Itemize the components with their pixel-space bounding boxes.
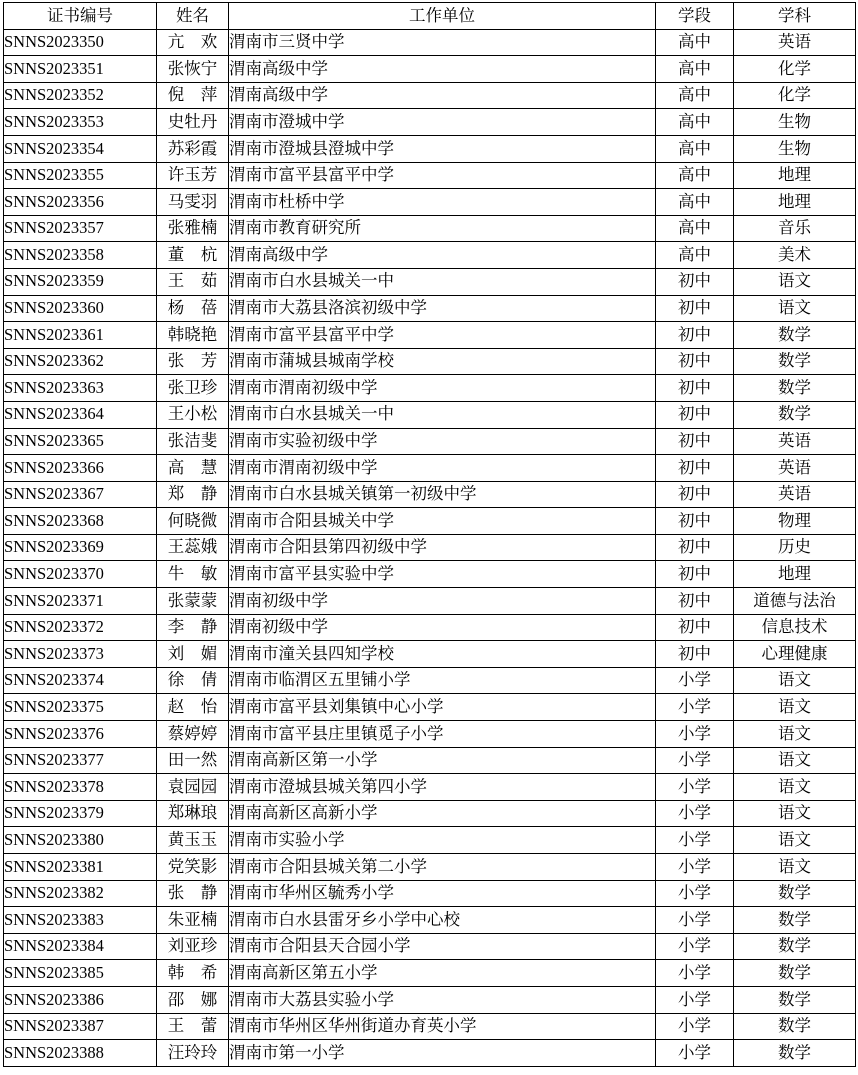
certificate-id-cell: SNNS2023376 [4,721,157,748]
school-level-cell: 小学 [656,774,734,801]
table-body [4,29,856,1066]
certificate-id-cell: SNNS2023375 [4,694,157,721]
subject-cell: 数学 [734,986,856,1013]
certificate-id-cell: SNNS2023381 [4,854,157,881]
table-row [4,428,856,455]
work-unit-cell: 渭南高新区高新小学 [229,800,656,827]
certificate-id-cell: SNNS2023352 [4,82,157,109]
certificate-id-cell: SNNS2023372 [4,614,157,641]
certificate-id-cell: SNNS2023367 [4,481,157,508]
table-row [4,534,856,561]
certificate-id-cell: SNNS2023366 [4,455,157,482]
subject-cell: 美术 [734,242,856,269]
work-unit-cell: 渭南高新区第一小学 [229,747,656,774]
school-level-cell: 初中 [656,375,734,402]
certificate-id-cell: SNNS2023359 [4,268,157,295]
table-row [4,854,856,881]
certificate-id-cell: SNNS2023365 [4,428,157,455]
subject-cell: 英语 [734,481,856,508]
school-level-cell: 初中 [656,508,734,535]
subject-cell: 物理 [734,508,856,535]
work-unit-cell: 渭南市富平县富平中学 [229,162,656,189]
subject-cell: 数学 [734,322,856,349]
header-work-unit: 工作单位 [229,3,656,30]
table-row [4,348,856,375]
work-unit-cell: 渭南高级中学 [229,82,656,109]
table-row [4,986,856,1013]
certificate-id-cell: SNNS2023379 [4,800,157,827]
school-level-cell: 初中 [656,455,734,482]
school-level-cell: 小学 [656,667,734,694]
name-cell: 刘亚珍 [157,933,229,960]
header-name: 姓名 [157,3,229,30]
school-level-cell: 初中 [656,322,734,349]
certificate-id-cell: SNNS2023371 [4,588,157,615]
header-school-level: 学段 [656,3,734,30]
table-row [4,561,856,588]
certificate-id-cell: SNNS2023362 [4,348,157,375]
table-row [4,827,856,854]
table-row [4,322,856,349]
certificate-id-cell: SNNS2023361 [4,322,157,349]
work-unit-cell: 渭南市合阳县天合园小学 [229,933,656,960]
name-cell: 田一然 [157,747,229,774]
school-level-cell: 高中 [656,162,734,189]
work-unit-cell: 渭南市澄城中学 [229,109,656,136]
certificate-id-cell: SNNS2023350 [4,29,157,56]
subject-cell: 心理健康 [734,641,856,668]
certificate-id-cell: SNNS2023369 [4,534,157,561]
name-cell: 党笑影 [157,854,229,881]
work-unit-cell: 渭南市合阳县第四初级中学 [229,534,656,561]
name-cell: 赵 怡 [157,694,229,721]
subject-cell: 语文 [734,854,856,881]
header-subject: 学科 [734,3,856,30]
subject-cell: 生物 [734,135,856,162]
certificate-id-cell: SNNS2023357 [4,215,157,242]
work-unit-cell: 渭南市白水县雷牙乡小学中心校 [229,907,656,934]
name-cell: 张 静 [157,880,229,907]
work-unit-cell: 渭南市合阳县城关第二小学 [229,854,656,881]
subject-cell: 化学 [734,56,856,83]
name-cell: 韩 希 [157,960,229,987]
table-row [4,694,856,721]
school-level-cell: 初中 [656,401,734,428]
subject-cell: 地理 [734,189,856,216]
name-cell: 高 慧 [157,455,229,482]
work-unit-cell: 渭南高级中学 [229,242,656,269]
work-unit-cell: 渭南市富平县刘集镇中心小学 [229,694,656,721]
school-level-cell: 高中 [656,135,734,162]
table-row [4,880,856,907]
subject-cell: 语文 [734,774,856,801]
school-level-cell: 初中 [656,614,734,641]
subject-cell: 数学 [734,1040,856,1067]
certificate-id-cell: SNNS2023384 [4,933,157,960]
work-unit-cell: 渭南市澄城县澄城中学 [229,135,656,162]
name-cell: 韩晓艳 [157,322,229,349]
certificate-id-cell: SNNS2023360 [4,295,157,322]
name-cell: 王 茹 [157,268,229,295]
school-level-cell: 初中 [656,268,734,295]
subject-cell: 数学 [734,348,856,375]
work-unit-cell: 渭南市华州区毓秀小学 [229,880,656,907]
table-row [4,401,856,428]
certificate-id-cell: SNNS2023383 [4,907,157,934]
school-level-cell: 小学 [656,960,734,987]
table-row [4,641,856,668]
work-unit-cell: 渭南市华州区华州街道办育英小学 [229,1013,656,1040]
name-cell: 朱亚楠 [157,907,229,934]
certificate-id-cell: SNNS2023351 [4,56,157,83]
school-level-cell: 高中 [656,109,734,136]
school-level-cell: 小学 [656,933,734,960]
name-cell: 蔡婷婷 [157,721,229,748]
certificate-id-cell: SNNS2023363 [4,375,157,402]
certificate-id-cell: SNNS2023356 [4,189,157,216]
work-unit-cell: 渭南市白水县城关一中 [229,401,656,428]
school-level-cell: 初中 [656,295,734,322]
table-row [4,508,856,535]
school-level-cell: 小学 [656,986,734,1013]
subject-cell: 道德与法治 [734,588,856,615]
school-level-cell: 小学 [656,1040,734,1067]
subject-cell: 英语 [734,428,856,455]
work-unit-cell: 渭南市实验小学 [229,827,656,854]
subject-cell: 语文 [734,721,856,748]
certificate-id-cell: SNNS2023373 [4,641,157,668]
table-row [4,295,856,322]
work-unit-cell: 渭南市蒲城县城南学校 [229,348,656,375]
certificate-id-cell: SNNS2023380 [4,827,157,854]
table-row [4,1013,856,1040]
school-level-cell: 初中 [656,481,734,508]
school-level-cell: 小学 [656,1013,734,1040]
subject-cell: 语文 [734,747,856,774]
subject-cell: 英语 [734,29,856,56]
subject-cell: 数学 [734,401,856,428]
subject-cell: 数学 [734,1013,856,1040]
table-row [4,455,856,482]
name-cell: 董 杭 [157,242,229,269]
subject-cell: 信息技术 [734,614,856,641]
name-cell: 黄玉玉 [157,827,229,854]
name-cell: 何晓微 [157,508,229,535]
table-row [4,960,856,987]
table-header [4,3,856,30]
subject-cell: 数学 [734,880,856,907]
work-unit-cell: 渭南市临渭区五里铺小学 [229,667,656,694]
subject-cell: 化学 [734,82,856,109]
name-cell: 苏彩霞 [157,135,229,162]
table-row [4,614,856,641]
subject-cell: 地理 [734,561,856,588]
subject-cell: 生物 [734,109,856,136]
school-level-cell: 高中 [656,56,734,83]
school-level-cell: 高中 [656,189,734,216]
table-row [4,375,856,402]
subject-cell: 地理 [734,162,856,189]
table-row [4,268,856,295]
school-level-cell: 小学 [656,827,734,854]
school-level-cell: 初中 [656,641,734,668]
table-row [4,747,856,774]
name-cell: 徐 倩 [157,667,229,694]
certificate-id-cell: SNNS2023355 [4,162,157,189]
name-cell: 亢 欢 [157,29,229,56]
table-row [4,933,856,960]
certificate-id-cell: SNNS2023364 [4,401,157,428]
name-cell: 张卫珍 [157,375,229,402]
subject-cell: 数学 [734,907,856,934]
name-cell: 许玉芳 [157,162,229,189]
header-row [4,3,856,30]
subject-cell: 历史 [734,534,856,561]
school-level-cell: 小学 [656,694,734,721]
work-unit-cell: 渭南初级中学 [229,614,656,641]
certificate-id-cell: SNNS2023368 [4,508,157,535]
work-unit-cell: 渭南市实验初级中学 [229,428,656,455]
table-row [4,1040,856,1067]
table-row [4,82,856,109]
name-cell: 汪玲玲 [157,1040,229,1067]
table-row [4,721,856,748]
school-level-cell: 高中 [656,29,734,56]
work-unit-cell: 渭南市渭南初级中学 [229,455,656,482]
name-cell: 袁园园 [157,774,229,801]
work-unit-cell: 渭南市第一小学 [229,1040,656,1067]
certificate-id-cell: SNNS2023374 [4,667,157,694]
work-unit-cell: 渭南市澄城县城关第四小学 [229,774,656,801]
work-unit-cell: 渭南市富平县庄里镇觅子小学 [229,721,656,748]
work-unit-cell: 渭南市潼关县四知学校 [229,641,656,668]
name-cell: 郑 静 [157,481,229,508]
subject-cell: 语文 [734,800,856,827]
table-row [4,29,856,56]
certificate-id-cell: SNNS2023370 [4,561,157,588]
name-cell: 王小松 [157,401,229,428]
school-level-cell: 小学 [656,880,734,907]
subject-cell: 语文 [734,667,856,694]
name-cell: 史牡丹 [157,109,229,136]
school-level-cell: 小学 [656,747,734,774]
table-row [4,800,856,827]
table-row [4,242,856,269]
name-cell: 张蒙蒙 [157,588,229,615]
school-level-cell: 初中 [656,348,734,375]
certificate-id-cell: SNNS2023358 [4,242,157,269]
certificate-id-cell: SNNS2023353 [4,109,157,136]
table-row [4,481,856,508]
work-unit-cell: 渭南市大荔县实验小学 [229,986,656,1013]
table-row [4,667,856,694]
school-level-cell: 初中 [656,428,734,455]
table-row [4,215,856,242]
table-row [4,109,856,136]
name-cell: 郑琳琅 [157,800,229,827]
subject-cell: 数学 [734,375,856,402]
name-cell: 刘 媚 [157,641,229,668]
subject-cell: 数学 [734,960,856,987]
certificate-id-cell: SNNS2023377 [4,747,157,774]
school-level-cell: 初中 [656,588,734,615]
subject-cell: 语文 [734,295,856,322]
name-cell: 杨 蓓 [157,295,229,322]
school-level-cell: 小学 [656,721,734,748]
work-unit-cell: 渭南市白水县城关镇第一初级中学 [229,481,656,508]
work-unit-cell: 渭南初级中学 [229,588,656,615]
subject-cell: 语文 [734,694,856,721]
certificate-id-cell: SNNS2023388 [4,1040,157,1067]
certificate-id-cell: SNNS2023387 [4,1013,157,1040]
work-unit-cell: 渭南市大荔县洛滨初级中学 [229,295,656,322]
work-unit-cell: 渭南市白水县城关一中 [229,268,656,295]
school-level-cell: 高中 [656,215,734,242]
table-row [4,907,856,934]
certificate-id-cell: SNNS2023386 [4,986,157,1013]
school-level-cell: 初中 [656,534,734,561]
table-row [4,588,856,615]
name-cell: 张雅楠 [157,215,229,242]
school-level-cell: 高中 [656,242,734,269]
header-certificate-id: 证书编号 [4,3,157,30]
name-cell: 李 静 [157,614,229,641]
name-cell: 牛 敏 [157,561,229,588]
school-level-cell: 小学 [656,854,734,881]
subject-cell: 音乐 [734,215,856,242]
certificate-id-cell: SNNS2023378 [4,774,157,801]
name-cell: 王 蕾 [157,1013,229,1040]
table-row [4,56,856,83]
work-unit-cell: 渭南市教育研究所 [229,215,656,242]
table-row [4,774,856,801]
table-row [4,162,856,189]
table-row [4,135,856,162]
certificate-id-cell: SNNS2023382 [4,880,157,907]
work-unit-cell: 渭南市渭南初级中学 [229,375,656,402]
certificate-id-cell: SNNS2023354 [4,135,157,162]
school-level-cell: 初中 [656,561,734,588]
name-cell: 张洁斐 [157,428,229,455]
name-cell: 张恢宁 [157,56,229,83]
work-unit-cell: 渭南市杜桥中学 [229,189,656,216]
work-unit-cell: 渭南高级中学 [229,56,656,83]
name-cell: 马雯羽 [157,189,229,216]
certificate-table [3,2,856,1067]
name-cell: 张 芳 [157,348,229,375]
name-cell: 倪 萍 [157,82,229,109]
name-cell: 邵 娜 [157,986,229,1013]
work-unit-cell: 渭南市富平县富平中学 [229,322,656,349]
subject-cell: 语文 [734,827,856,854]
work-unit-cell: 渭南市三贤中学 [229,29,656,56]
table-row [4,189,856,216]
certificate-id-cell: SNNS2023385 [4,960,157,987]
subject-cell: 英语 [734,455,856,482]
work-unit-cell: 渭南高新区第五小学 [229,960,656,987]
work-unit-cell: 渭南市合阳县城关中学 [229,508,656,535]
school-level-cell: 小学 [656,800,734,827]
work-unit-cell: 渭南市富平县实验中学 [229,561,656,588]
subject-cell: 语文 [734,268,856,295]
name-cell: 王蕊娥 [157,534,229,561]
school-level-cell: 小学 [656,907,734,934]
subject-cell: 数学 [734,933,856,960]
school-level-cell: 高中 [656,82,734,109]
